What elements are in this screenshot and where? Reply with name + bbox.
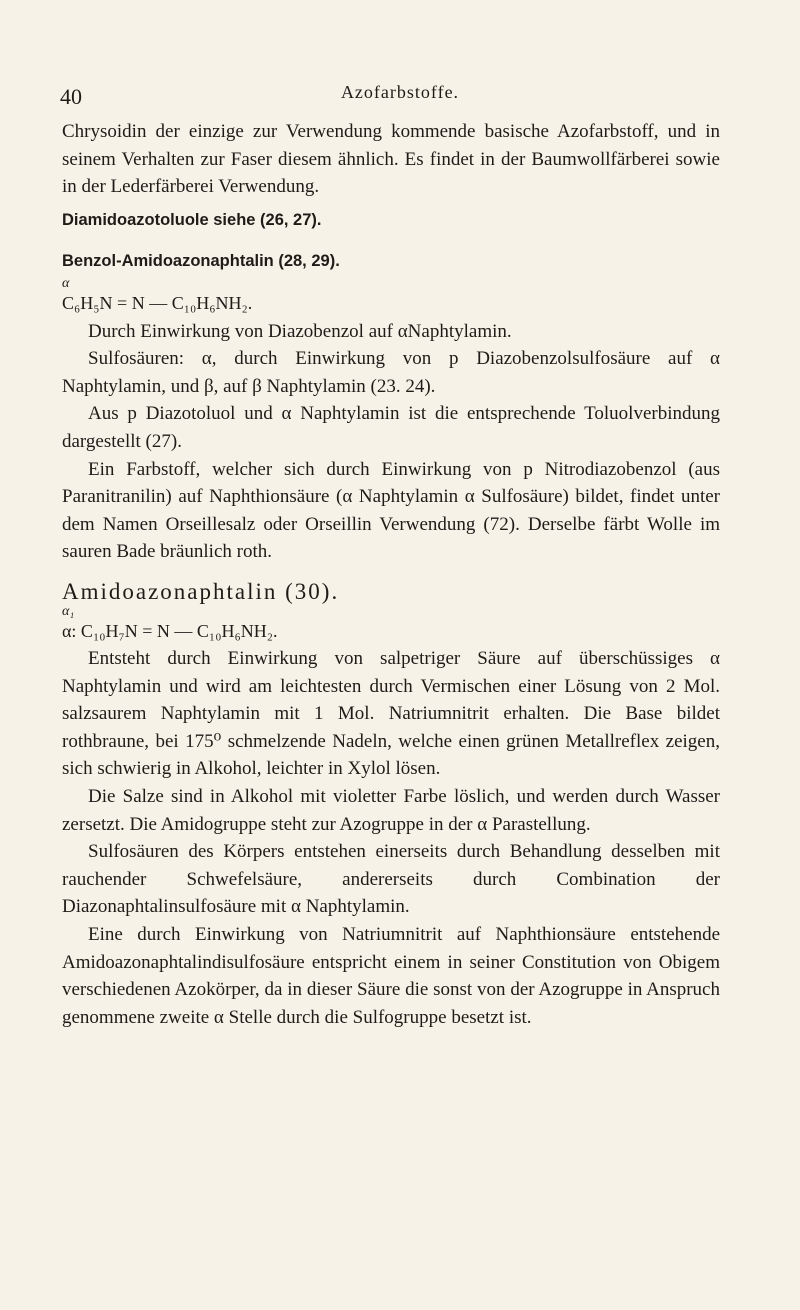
page-body — [62, 118, 720, 1031]
heading-diamidoazotoluole: Diamidoazotoluole siehe (26, 27). — [62, 210, 322, 229]
formula-amidoazonaphtalin: α: C₁₀H₇N = N — C₁₀H₆NH₂. — [62, 620, 278, 641]
page-number: 40 — [60, 84, 82, 109]
paragraph-einwirkung: Durch Einwirkung von Diazobenzol auf αNaphtylamin. — [88, 320, 512, 342]
paragraph-salze: Die Salze sind in Alkohol mit violetter Farbe löslich, und werden durch Wasser zersetzt. Die Amidogruppe steht zur Azogruppe in der α Parastellung. — [62, 786, 720, 835]
paragraph-sulfosaeuren: Sulfosäuren: α, durch Einwirkung von p Diazobenzolsulfosäure auf α Naphtylamin, und β, auf β Naphtylamin (23. 24). — [62, 348, 720, 397]
paragraph-sulfosaeuren-koerper: Sulfosäuren des Körpers entstehen einerseits durch Behandlung desselben mit rauchender Schwefelsäure, andererseits durch Combination der Diazonaphtalinsulfosäure mit α Naphtylamin. — [62, 841, 720, 918]
formula-alpha-mark: α — [62, 275, 70, 291]
heading-benzol-amidoazonaphtalin: Benzol-Amidoazonaphtalin (28, 29). — [62, 252, 340, 271]
paragraph-chrysoidin: Chrysoidin der einzige zur Verwendung kommende basische Azofarbstoff, und in seinem Verhalten zur Faser diesem ähnlich. Es findet in der Baumwollfärberei sowie in der Lederfärberei Verwendung. — [62, 121, 720, 198]
running-title: Azofarbstoffe. — [340, 82, 460, 102]
formula-alpha1-mark: α₁ — [62, 603, 75, 619]
formula-benzol-amidoazonaphtalin: C₆H₅N = N — C₁₀H₆NH₂. — [62, 292, 253, 313]
paragraph-disulfosaeure: Eine durch Einwirkung von Natriumnitrit auf Naphthionsäure entstehende Amidoazonaphtalindisulfosäure entspricht einem in seiner Constitution von Obigem verschiedenen Azokörper, da in dieser Säure die sonst von der Azogruppe in Anspruch genommene zweite α Stelle durch die Sulfogruppe besetzt ist. — [62, 924, 720, 1028]
heading-amidoazonaphtalin: Amidoazonaphtalin (30). — [62, 578, 340, 604]
paragraph-toluol: Aus p Diazotoluol und α Naphtylamin ist die entsprechende Toluolverbindung dargestellt (27). — [62, 403, 720, 452]
paragraph-entsteht: Entsteht durch Einwirkung von salpetriger Säure auf überschüssiges α Naphtylamin und wird am leichtesten durch Vermischen einer Lösung von 2 Mol. salzsaurem Naphtylamin mit 1 Mol. Natriumnitrit erhalten. Die Base bildet rothbraune, bei 175⁰ schmelzende Nadeln, welche einen grünen Metallreflex zeigen, sich schwierig in Alkohol, leichter in Xylol lösen. — [62, 648, 720, 780]
paragraph-orseillin: Ein Farbstoff, welcher sich durch Einwirkung von p Nitrodiazobenzol (aus Paranitranilin) auf Naphthionsäure (α Naphtylamin α Sulfosäure) bildet, findet unter dem Namen Orseillesalz oder Orseillin Verwendung (72). Derselbe färbt Wolle im sauren Bade bräunlich roth. — [62, 458, 720, 563]
